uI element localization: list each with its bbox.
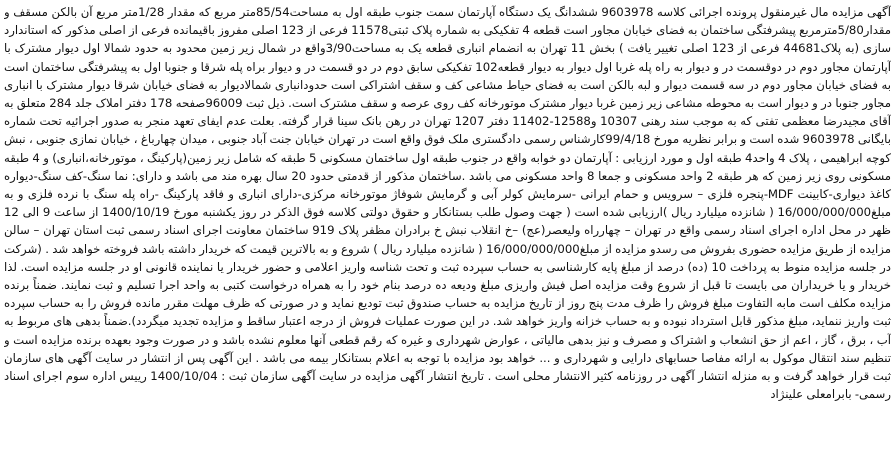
- notice-body-text: آگهی مزایده مال غیرمنقول پرونده اجرائی کلاسه 9603978 ششدانگ یک دستگاه آپارتمان سمت جنوب طبقه اول به مساحت85/54متر مربع که مقدار 1/28متر مربع آن بالکن مسقف و مقدار5/80مترمربع پیشرفتگی ساختمان به فضای خیابان مجاور است قطعه 4 تفکیکی به شماره پلاک ثبتی11578 فرعی از 123 اصلی مفروز باقیمانده فرعی از اصلی مذکور که استاندارد سازی (به پلاک44681 فرعی از 123 اصلی تغییر یافت ) بخش 11 تهران به انضمام انباری قطعه یک به مساحت3/90واقع در شمال زیر زمین محدود به حدود شمالا اول دیوار مشترک با آپارتمان مجاور دوم در دوقسمت در و دیوار به راه پله غربا اول دیوار به دیوار قطعه102 تفکیکی سابق دوم در دو قسمت در و دیوار براه پله شرقا و جنوبا اول به پیشرفتگی ساختمان است به فضای خیابان مجاور دوم در سه قسمت دیوار و لبه بالکن است به فضای حیاط مشاعی کف و سقف اشتراکی است حدودانباری شمالادیوار به فضای خیابان شرقا دیوار مشترک با انباری مجاور جنوبا در و دیوار است به محوطه مشاعی زیر زمین غربا دیوار مشترک موتورخانه کف روی عرصه و سقف مشترک است. ذیل ثبت 96009صفحه 178 دفتر املاک جلد 284 متعلق به آقای مجیدرضا معظمی تفتی که به موجب سند رهنی 10307 و12588-11402 دفتر 1207 تهران در رهن بانک سینا قرار گرفته. بعلت عدم ایفای تعهد منجر به صدور اجرائیه تحت شماره بایگانی 9603978 شده است و برابر نظریه مورخ 99/4/18کارشناس رسمی دادگستری ملک فوق واقع است در تهران خیابان جنت آباد جنوبی ، میدان چهارباغ ، خیابان نمازی جنوبی ، نبش کوچه ابراهیمی ، پلاک 4 واحد4 طبقه اول و مورد ارزیابی : آپارتمان دو خوابه واقع در جنوب طبقه اول ساختمان مسکونی 5 طبقه که شامل زیر زمین(پارکینگ ، موتورخانه،انباری) و 4 طبقه مسکونی روی زیر زمین که هر طبقه 2 واحد مسکونی و جمعا 8 واحد مسکونی می باشد .ساختمان مذکور از قدمتی حدود 20 سال بهره مند می باشد و دارای: نما سنگ-کف سنگ-دیواره کاغذ دیواری-کابینت MDF-پنجره فلزی – سرویس و حمام ایرانی -سرمایش کولر آبی و گرمایش شوفاژ موتورخانه مرکزی-دارای انباری و فاقد پارکینگ -راه پله سنگ با نرده فلزی و به مبلغ16/000/000/000 ( شانزده میلیارد ریال )ارزیابی شده است ( جهت وصول طلب بستانکار و حقوق دولتی کلاسه فوق الذکر در روز یکشنبه مورخ 1400/10/19 از ساعت 9 الی 12 ظهر در محل اداره اجرای اسناد رسمی واقع در تهران – چهارراه ولیعصر(عج) –خ انقلاب نبش خ برادران مظفر پلاک 919 ساختمان معاونت اجرای اسناد رسمی ثبت استان تهران – سالن مزایده از طریق مزایده حضوری بفروش می رسدو مزایده از مبلغ16/000/000/000 ( شانزده میلیارد ریال ) شروع و به بالاترین قیمت که خریدار داشته باشد فروخته خواهد شد . (شرکت در جلسه مزایده منوط به پرداخت 10 (ده) درصد از مبلغ پایه کارشناسی به حساب سپرده ثبت و تحت شناسه واریز اعلامی و حضور خریدار یا نماینده قانونی او در جلسه مزایده است. لذا خریدار و یا خریداران می بایست تا قبل از شروع وقت مزایده اصل فیش واریزی مبلغ ودیعه ده درصد بنام خود را به همراه درخواست کتبی به واحد اجرا تسلیم و ثبت نمایند. ضمناً برنده مزایده مکلف است مابه التفاوت مبلغ فروش را ظرف مدت پنج روز از تاریخ مزایده به حساب صندوق ثبت تودیع نماید و در صورتی که ظرف مهلت مقرر مانده فروش را به حساب سپرده ثبت واریز ننماید، مبلغ مذکور قابل استرداد نبوده و به حساب خزانه واریز خواهد شد. در این صورت عملیات فروش از درجه اعتبار ساقط و مزایده تجدید میگردد).ضمناً بدهی های مربوط به آب ، برق ، گاز ، اعم از حق انشعاب و اشتراک و مصرف و نیز بدهی مالیاتی ، عوارض شهرداری و غیره که رقم قطعی آنها معلوم نشده باشد و در صورت وجود بعهده برنده مزایده است و تنظیم سند انتقال موکول به ارائه مفاصا حسابهای دارایی و شهرداری و ... خواهد بود مزایده با توجه به اعلام بستانکار بیمه می باشد . این آگهی پس از انتشار در سایت آگهی های سازمان ثبت قرار خواهد گرفت و به منزله انتشار آگهی در روزنامه کثیر الانتشار محلی است . تاریخ انتشار آگهی مزایده در سایت آگهی سازمان ثبت : 1400/10/04 رییس اداره سوم اجرای اسناد رسمی- بابرامعلی علینژاد: [4, 5, 891, 402]
- auction-notice: [4, 3, 891, 468]
